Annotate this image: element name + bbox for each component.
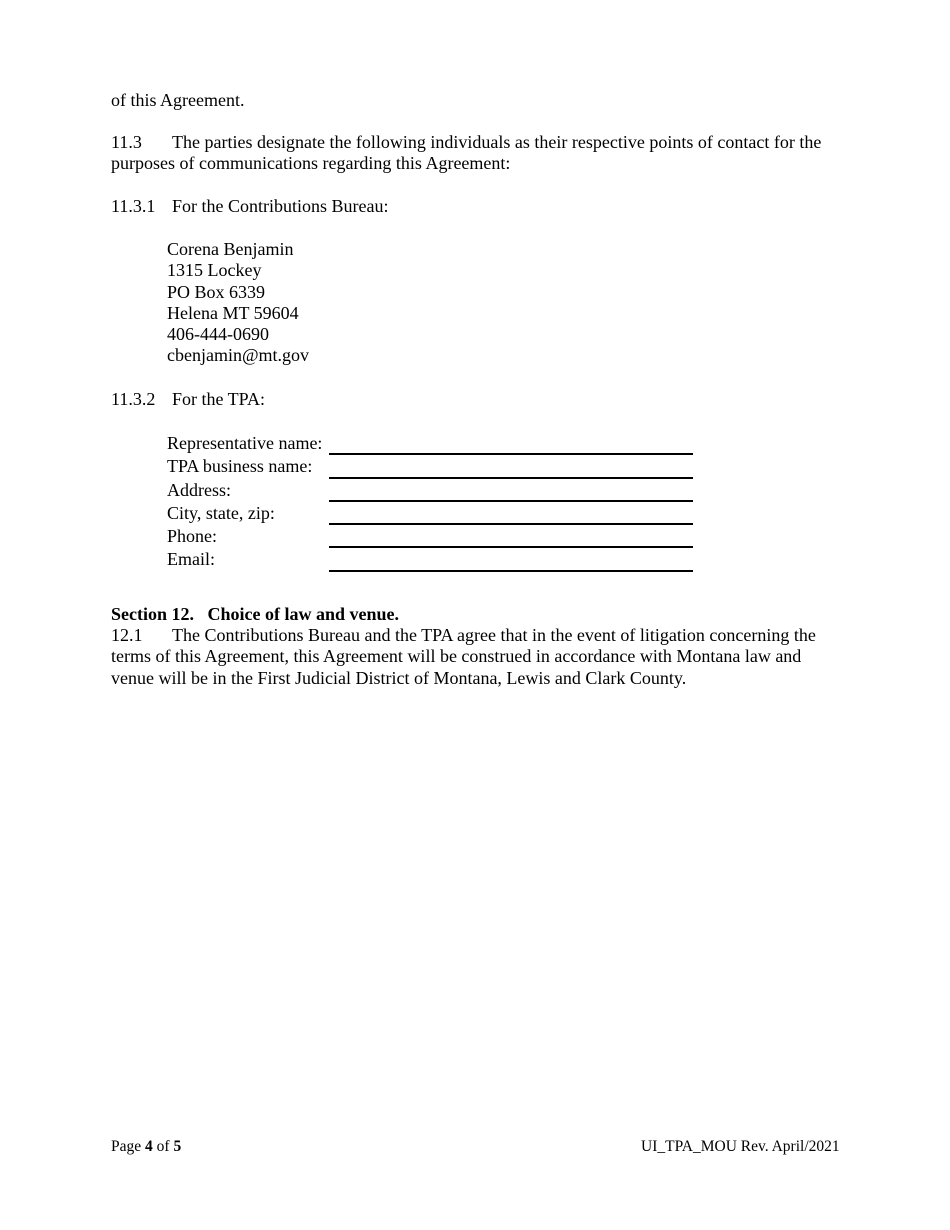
tpa-business-name-label: TPA business name: (167, 456, 313, 477)
representative-name-field[interactable] (329, 432, 693, 454)
form-row (167, 501, 693, 524)
clause-11-3-number: 11.3 (111, 132, 142, 152)
clause-11-3-2-number: 11.3.2 (111, 389, 156, 409)
clause-11-3-2 (111, 389, 841, 410)
city-state-zip-field[interactable] (329, 501, 693, 524)
page-prefix: Page (111, 1138, 142, 1155)
clause-12-1 (111, 625, 841, 689)
form-row (167, 478, 693, 501)
page-of: of (156, 1138, 170, 1155)
clause-11-3-1-heading: For the Contributions Bureau: (172, 196, 389, 216)
clause-11-3 (111, 132, 841, 175)
clause-11-3-1 (111, 196, 841, 217)
address-field[interactable] (329, 478, 693, 501)
form-row (167, 547, 693, 570)
form-row (167, 454, 693, 477)
clause-11-3-text: The parties designate the following individuals as their respective points of contact for the purposes of communications regarding this Agreement: (111, 132, 822, 174)
form-row (167, 432, 693, 454)
email-field[interactable] (329, 547, 693, 570)
phone-label: Phone: (167, 526, 218, 547)
clause-12-1-number: 12.1 (111, 625, 143, 645)
phone-field[interactable] (329, 524, 693, 547)
contact-street: 1315 Lockey (167, 260, 262, 281)
form-row (167, 524, 693, 547)
tpa-contact-form (167, 432, 693, 572)
representative-name-label: Representative name: (167, 433, 323, 453)
city-state-zip-label: City, state, zip: (167, 502, 275, 523)
contact-email: cbenjamin@mt.gov (167, 345, 310, 366)
contact-name: Corena Benjamin (167, 239, 294, 259)
page-current: 4 (145, 1138, 153, 1155)
intro-fragment: of this Agreement. (111, 90, 245, 110)
contact-phone: 406-444-0690 (167, 324, 269, 345)
contributions-bureau-contact (167, 239, 309, 367)
page-total: 5 (173, 1138, 182, 1155)
contact-po-box: PO Box 6339 (167, 281, 266, 302)
clause-11-3-2-heading: For the TPA: (172, 389, 266, 409)
email-label: Email: (167, 549, 215, 570)
clause-11-3-1-number: 11.3.1 (111, 196, 156, 216)
tpa-business-name-field[interactable] (329, 454, 693, 477)
address-label: Address: (167, 479, 231, 500)
section-12-heading: Section 12. Choice of law and venue. (111, 604, 399, 624)
page-number (111, 1137, 181, 1157)
document-revision-id: UI_TPA_MOU Rev. April/2021 (641, 1138, 840, 1155)
clause-12-1-text: The Contributions Bureau and the TPA agree that in the event of litigation concerning the terms of this Agreement, this Agreement will be construed in accordance with Montana law and venue will be in the First Judicial District of Montana, Lewis and Clark County. (111, 625, 816, 688)
contact-city-state-zip: Helena MT 59604 (167, 302, 299, 323)
